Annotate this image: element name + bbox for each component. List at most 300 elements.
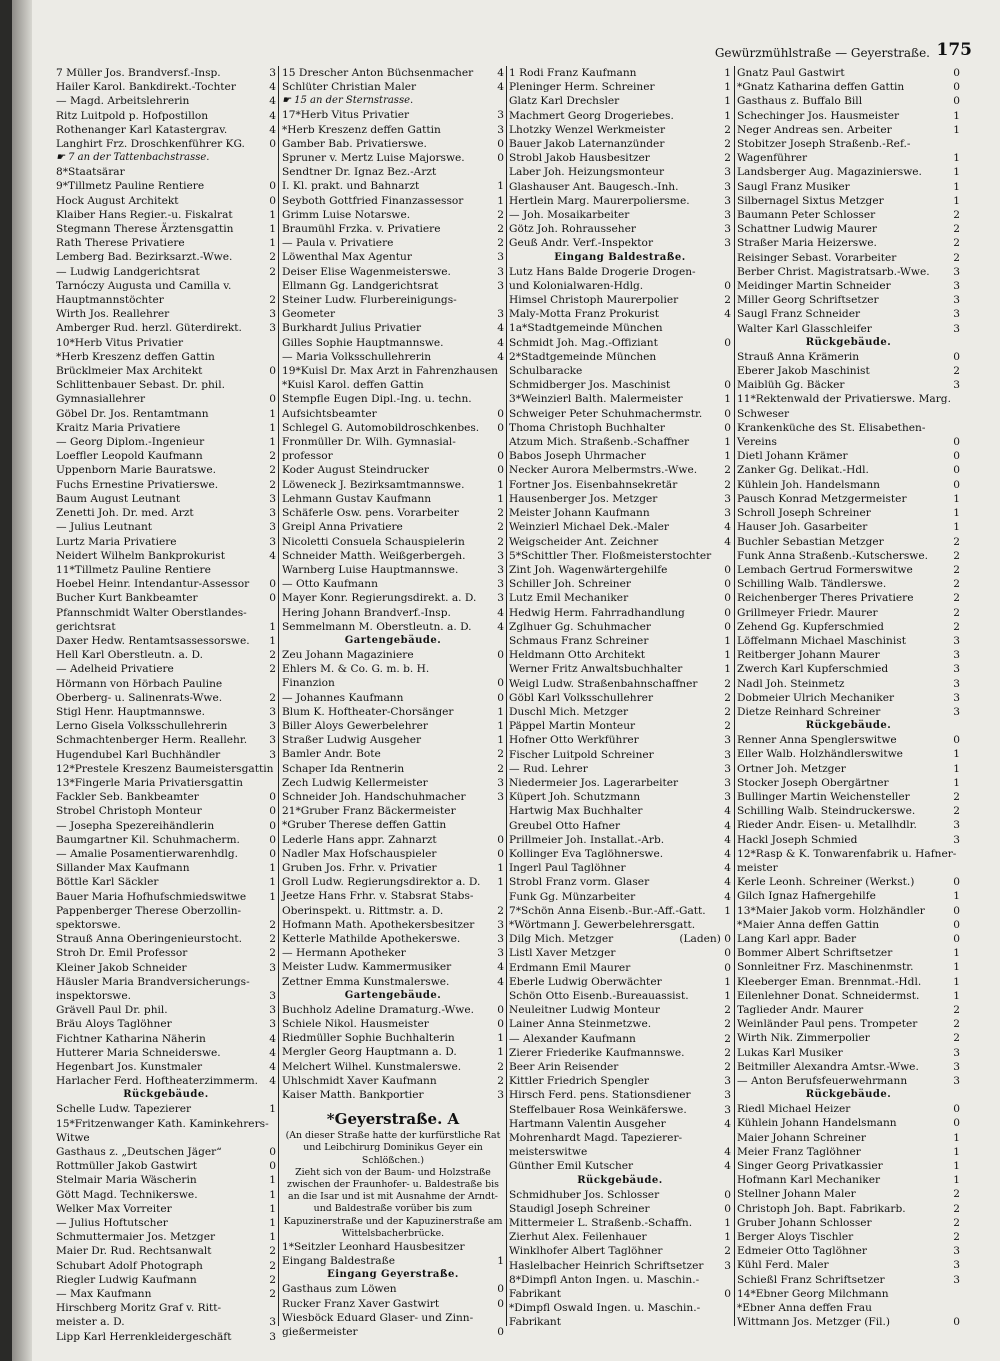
entry-text: *Dimpfl Oswald Ingen. u. Maschin.-: [509, 1302, 701, 1315]
entry-floor: 1: [269, 421, 276, 434]
entry-floor: 3: [269, 990, 276, 1002]
directory-entry: [737, 307, 960, 321]
entry-floor: 4: [724, 1160, 731, 1173]
entry-text: Koder August Steindrucker: [282, 464, 429, 477]
entry-floor: 0: [497, 1283, 504, 1296]
directory-entry: [737, 1315, 960, 1329]
entry-text: Loeffler Leopold Kaufmann: [56, 450, 203, 463]
directory-entry: [509, 1088, 731, 1102]
directory-entry: [737, 1187, 960, 1201]
directory-entry: [737, 1003, 960, 1017]
entry-text: Kerle Leonh. Schreiner (Werkst.): [737, 876, 915, 889]
directory-entry: [737, 875, 960, 889]
entry-floor: 2: [953, 365, 960, 378]
directory-entry: [737, 236, 960, 250]
directory-entry: [56, 691, 276, 705]
entry-floor: 4: [269, 81, 276, 94]
entry-floor: 2: [724, 1061, 731, 1074]
entry-text: Strobl Franz vorm. Glaser: [509, 876, 650, 889]
entry-floor: [262, 677, 276, 691]
entry-floor: 2: [953, 1202, 960, 1215]
entry-floor: 3: [724, 748, 731, 761]
directory-entry: [282, 265, 504, 279]
entry-floor: 0: [269, 833, 276, 846]
entry-floor: 3: [497, 1089, 504, 1102]
entry-text: — Johannes Kaufmann: [282, 691, 404, 704]
directory-entry: [56, 66, 276, 80]
entry-text: — Julius Leutnant: [56, 521, 153, 534]
entry-floor: 4: [724, 521, 731, 534]
directory-entry: [737, 762, 960, 776]
directory-entry: [737, 520, 960, 534]
directory-entry: [56, 236, 276, 250]
entry-floor: 3: [724, 791, 731, 804]
directory-entry: [737, 1273, 960, 1287]
entry-floor: 3: [953, 833, 960, 846]
entry-floor: 1: [953, 123, 960, 136]
entry-text: Küpert Joh. Schutzmann: [509, 791, 641, 804]
entry-text: meister a. D.: [56, 1316, 125, 1329]
entry-floor: 1: [953, 748, 960, 761]
entry-floor: 3: [269, 492, 276, 505]
entry-text: Strobl Jakob Hausbesitzer: [509, 152, 650, 165]
entry-floor: 4: [724, 535, 731, 548]
directory-entry: [282, 222, 504, 236]
directory-entry: [509, 1230, 731, 1244]
directory-entry: [282, 875, 504, 889]
section-subheading: Gartengebäude.: [344, 634, 442, 646]
entry-text: Zehend Gg. Kupferschmied: [737, 620, 884, 633]
directory-entry: [737, 80, 960, 94]
entry-floor: 0: [497, 648, 504, 661]
entry-text: Riegler Ludwig Kaufmann: [56, 1273, 197, 1286]
entry-floor: 3: [269, 507, 276, 520]
directory-entry: [737, 535, 960, 549]
directory-entry: [56, 194, 276, 208]
entry-floor: 0: [269, 138, 276, 151]
directory-entry: [56, 1117, 276, 1131]
entry-text: Ortner Joh. Metzger: [737, 762, 846, 775]
entry-text: — Alexander Kaufmann: [509, 1032, 636, 1045]
directory-entry: [509, 1145, 731, 1159]
entry-text: Baumgartner Kil. Schuhmacherm.: [56, 833, 240, 846]
entry-floor: [262, 350, 276, 364]
entry-text: Meidinger Martin Schneider: [737, 280, 891, 293]
entry-text: Singer Georg Privatkassier: [737, 1160, 883, 1173]
directory-entry: [509, 392, 731, 406]
entry-floor: 1: [269, 407, 276, 420]
entry-text: 11*Tillmetz Pauline Rentiere: [56, 563, 211, 576]
entry-floor: 0: [724, 563, 731, 576]
directory-entry: [509, 918, 731, 932]
entry-floor: 2: [724, 705, 731, 718]
directory-entry: [737, 861, 960, 875]
directory-page: [12, 0, 1000, 1361]
entry-floor: 0: [269, 819, 276, 832]
entry-floor: 4: [497, 620, 504, 633]
directory-entry: [56, 535, 276, 549]
entry-text: Duschl Mich. Metzger: [509, 705, 629, 718]
entry-text: Hofner Otto Werkführer: [509, 734, 639, 747]
entry-floor: 0: [497, 691, 504, 704]
entry-floor: 4: [497, 961, 504, 974]
entry-floor: 1: [497, 180, 504, 193]
entry-text: Riedl Michael Heizer: [737, 1103, 851, 1116]
directory-entry: [509, 1074, 731, 1088]
directory-entry: [737, 109, 960, 123]
entry-floor: 0: [497, 833, 504, 846]
entry-floor: 2: [953, 1216, 960, 1229]
entry-floor: 1: [953, 166, 960, 179]
entry-floor: 0: [269, 180, 276, 193]
directory-entry: [737, 833, 960, 847]
entry-floor: [262, 904, 276, 918]
entry-floor: 2: [497, 507, 504, 520]
entry-floor: 4: [724, 1117, 731, 1130]
directory-entry: [282, 719, 504, 733]
entry-floor: [490, 378, 504, 392]
entry-floor: 1: [724, 634, 731, 647]
directory-entry: [509, 378, 731, 392]
entry-floor: 0: [953, 1103, 960, 1116]
entry-floor: 3: [724, 762, 731, 775]
entry-text: Kleeberger Eman. Brennmat.-Hdl.: [737, 975, 922, 988]
entry-text: Hoebel Heinr. Intendantur-Assessor: [56, 578, 250, 591]
entry-text: Stigl Henr. Hauptmannswe.: [56, 705, 205, 718]
entry-text: Gruben Jos. Frhr. v. Privatier: [282, 861, 437, 874]
entry-text: Renner Anna Spenglerswitwe: [737, 734, 897, 747]
entry-text: 13*Fingerle Maria Privatiersgattin: [56, 776, 243, 789]
entry-floor: 1: [724, 436, 731, 449]
directory-entry: [56, 932, 276, 946]
directory-entry: [509, 520, 731, 534]
entry-text: Gymnasiallehrer: [56, 393, 146, 406]
directory-entry: [56, 719, 276, 733]
directory-entry: [737, 577, 960, 591]
entry-text: Schelle Ludw. Tapezierer: [56, 1103, 192, 1116]
entry-text: Groll Ludw. Regierungsdirektor a. D.: [282, 876, 481, 889]
directory-entry: [282, 208, 504, 222]
entry-floor: 1: [269, 1231, 276, 1244]
entry-floor: 3: [724, 237, 731, 250]
entry-text: Oberinspekt. u. Rittmstr. a. D.: [282, 904, 444, 917]
entry-floor: 3: [269, 521, 276, 534]
directory-entry: [509, 662, 731, 676]
directory-entry: [737, 747, 960, 761]
directory-entry: [737, 1258, 960, 1272]
entry-text: Buchholz Adeline Dramaturg.-Wwe.: [282, 1003, 474, 1016]
entry-floor: 2: [953, 209, 960, 222]
entry-text: *Wörtmann J. Gewerbelehrersgatt.: [509, 918, 696, 931]
entry-floor: 0: [953, 734, 960, 747]
directory-entry: [737, 1230, 960, 1244]
entry-text: Laber Joh. Heizungsmonteur: [509, 166, 665, 179]
entry-floor: 2: [724, 720, 731, 733]
entry-text: Löwenthal Max Agentur: [282, 251, 412, 264]
directory-entry: [282, 847, 504, 861]
directory-entry: [509, 350, 731, 364]
entry-text: — Ludwig Landgerichtsrat: [56, 265, 200, 278]
directory-entry: [509, 591, 731, 605]
entry-text: Semmelmann M. Oberstleutn. a. D.: [282, 620, 472, 633]
directory-entry: [56, 307, 276, 321]
entry-floor: [262, 1301, 276, 1315]
directory-entry: [282, 1045, 504, 1059]
entry-floor: 3: [953, 1259, 960, 1272]
entry-text: Schießl Franz Schriftsetzer: [737, 1273, 885, 1286]
directory-entry: [509, 94, 731, 108]
entry-text: Nadl Joh. Steinmetz: [737, 677, 845, 690]
entry-floor: 2: [497, 521, 504, 534]
entry-text: Schmidhuber Jos. Schlosser: [509, 1188, 660, 1201]
entry-text: Reitberger Johann Maurer: [737, 649, 880, 662]
entry-text: Lainer Anna Steinmetzwe.: [509, 1018, 652, 1031]
entry-floor: 2: [724, 1245, 731, 1258]
directory-entry: [56, 1159, 276, 1173]
entry-text: Rottmüller Jakob Gastwirt: [56, 1160, 197, 1173]
directory-entry: [56, 946, 276, 960]
entry-text: Hirsch Ferd. pens. Stationsdiener: [509, 1089, 691, 1102]
directory-entry: [509, 1117, 731, 1131]
entry-text: 10*Herb Vitus Privatier: [56, 336, 184, 349]
entry-text: Weigscheider Ant. Zeichner: [509, 535, 659, 548]
directory-entry: [56, 520, 276, 534]
entry-floor: 2: [497, 237, 504, 250]
entry-floor: 3: [497, 947, 504, 960]
entry-floor: 4: [269, 123, 276, 136]
entry-text: Wittmann Jos. Metzger (Fil.): [737, 1316, 890, 1329]
entry-floor: 0: [497, 677, 504, 690]
entry-text: Schilling Walb. Steindruckerswe.: [737, 805, 916, 818]
directory-entry: [282, 279, 504, 293]
entry-text: Neidert Wilhelm Bankprokurist: [56, 549, 225, 562]
entry-text: Fischer Luitpold Schreiner: [509, 748, 654, 761]
entry-text: Straßer Ludwig Ausgeher: [282, 734, 422, 747]
directory-entry: [737, 265, 960, 279]
directory-entry: [737, 932, 960, 946]
directory-entry: [509, 506, 731, 520]
entry-floor: 1: [724, 67, 731, 79]
directory-entry: [282, 123, 504, 137]
entry-text: Haslelbacher Heinrich Schriftsetzer: [509, 1259, 704, 1272]
directory-entry: [56, 463, 276, 477]
entry-text: Lutz Hans Balde Drogerie Drogen-: [509, 265, 696, 278]
directory-entry: [282, 336, 504, 350]
directory-entry: [282, 1060, 504, 1074]
directory-entry: [509, 1287, 731, 1301]
entry-floor: 2: [497, 535, 504, 548]
entry-floor: 3: [724, 1103, 731, 1116]
entry-text: Brücklmeier Max Architekt: [56, 365, 203, 378]
entry-floor: 3: [724, 209, 731, 222]
entry-floor: 0: [269, 365, 276, 378]
entry-text: Aufsichtsbeamter: [282, 407, 377, 420]
directory-entry: [509, 620, 731, 634]
directory-entry: [56, 733, 276, 747]
entry-text: Jeetze Hans Frhr. v. Stabsrat Stabs-: [282, 890, 474, 903]
entry-floor: 3: [953, 691, 960, 704]
entry-floor: 3: [269, 748, 276, 761]
directory-entry: [737, 790, 960, 804]
directory-entry: [509, 123, 731, 137]
entry-text: Meier Franz Taglöhner: [737, 1145, 861, 1158]
directory-entry: [737, 463, 960, 477]
entry-text: Himsel Christoph Maurerpolier: [509, 294, 679, 307]
entry-text: Pappenberger Therese Oberzollin-: [56, 904, 242, 917]
directory-entry: [737, 620, 960, 634]
directory-entry: [282, 80, 504, 94]
entry-floor: 1: [724, 81, 731, 94]
directory-entry: [509, 606, 731, 620]
entry-floor: 4: [269, 1061, 276, 1074]
entry-floor: 1: [724, 450, 731, 463]
entry-text: Welker Max Vorreiter: [56, 1202, 172, 1215]
directory-entry: [282, 904, 504, 918]
column-divider: [734, 66, 735, 1326]
entry-text: Heldmann Otto Architekt: [509, 649, 646, 662]
directory-entry: [282, 535, 504, 549]
directory-entry: [282, 307, 504, 321]
entry-floor: 1: [953, 180, 960, 193]
entry-text: Zierer Friederike Kaufmannswe.: [509, 1046, 685, 1059]
entry-text: Rath Therese Privatiere: [56, 237, 185, 250]
directory-entry: [56, 549, 276, 563]
entry-text: 11*Rektenwald der Privatierswe. Marg.: [737, 393, 951, 406]
entry-text: Sendtner Dr. Ignaz Bez.-Arzt: [282, 166, 437, 179]
entry-text: Rothenanger Karl Katastergrav.: [56, 123, 228, 136]
entry-text: 3*Weinzierl Balth. Malermeister: [509, 393, 683, 406]
entry-text: Kühl Ferd. Maler: [737, 1259, 829, 1272]
directory-entry: [282, 449, 504, 463]
entry-floor: 1: [724, 1231, 731, 1244]
directory-entry: [737, 691, 960, 705]
entry-text: Hugendubel Karl Buchhändler: [56, 748, 221, 761]
entry-text: Staudigl Joseph Schreiner: [509, 1202, 650, 1215]
directory-entry: [737, 435, 960, 449]
directory-entry: [509, 222, 731, 236]
entry-text: Reisinger Sebast. Vorarbeiter: [737, 251, 897, 264]
directory-entry: [737, 1031, 960, 1045]
entry-floor: (Laden) 0: [679, 933, 731, 946]
directory-entry: [509, 648, 731, 662]
entry-text: Strauß Anna Krämerin: [737, 350, 860, 363]
directory-entry: [282, 889, 504, 903]
entry-floor: [490, 889, 504, 903]
entry-floor: 3: [269, 1004, 276, 1017]
entry-floor: 0: [953, 1117, 960, 1130]
entry-text: Maier Dr. Rud. Rechtsanwalt: [56, 1245, 212, 1258]
directory-entry: [282, 463, 504, 477]
entry-text: *Gruber Therese deffen Gattin: [282, 819, 447, 832]
entry-floor: 3: [269, 1330, 276, 1343]
entry-text: *Ebner Anna deffen Frau: [737, 1302, 872, 1315]
entry-text: Kühlein Joh. Handelsmann: [737, 478, 881, 491]
directory-entry: [56, 762, 276, 776]
entry-text: Wirth Jos. Reallehrer: [56, 308, 170, 321]
entry-floor: 3: [953, 1245, 960, 1258]
entry-text: Strauß Anna Oberingenieurstocht.: [56, 933, 243, 946]
entry-floor: 4: [269, 95, 276, 108]
directory-entry: [737, 165, 960, 179]
entry-floor: 1: [497, 194, 504, 207]
entry-text: Geometer: [282, 308, 336, 321]
entry-text: Fuchs Ernestine Privatierswe.: [56, 478, 219, 491]
directory-entry: [737, 648, 960, 662]
entry-floor: 1: [269, 208, 276, 221]
entry-text: Geuß Andr. Verf.-Inspektor: [509, 237, 654, 250]
entry-floor: 0: [497, 450, 504, 463]
section-subheading: Rückgebäude.: [805, 1089, 892, 1101]
entry-floor: 3: [497, 578, 504, 591]
entry-text: Kaiser Matth. Bankportier: [282, 1089, 424, 1102]
directory-entry: [509, 66, 731, 80]
entry-text: 5*Schittler Ther. Floßmeisterstochter: [509, 549, 712, 562]
entry-floor: 0: [953, 464, 960, 477]
entry-floor: 4: [724, 890, 731, 903]
entry-text: Fabrikant: [509, 1288, 561, 1301]
entry-floor: [946, 407, 960, 421]
entry-text: Stroh Dr. Emil Professor: [56, 947, 188, 960]
directory-entry: [56, 1330, 276, 1344]
column-3: [509, 66, 731, 1330]
directory-entry: [56, 421, 276, 435]
entry-text: Atzum Mich. Straßenb.-Schaffner: [509, 436, 690, 449]
entry-floor: [490, 818, 504, 832]
entry-text: Zwerch Karl Kupferschmied: [737, 663, 889, 676]
entry-floor: 1: [724, 649, 731, 662]
entry-text: Lhotzky Wenzel Werkmeister: [509, 123, 666, 136]
directory-entry: [56, 392, 276, 406]
entry-text: Schilling Walb. Tändlerswe.: [737, 578, 887, 591]
entry-text: Meister Ludw. Kammermusiker: [282, 961, 452, 974]
entry-text: Ritz Luitpold p. Hofpostillon: [56, 109, 209, 122]
entry-floor: 2: [269, 918, 276, 931]
street-heading: *Geyerstraße. A: [326, 1110, 460, 1129]
entry-floor: 0: [497, 1018, 504, 1030]
directory-entry: [56, 847, 276, 861]
entry-text: Weigl Ludw. Straßenbahnschaffner: [509, 677, 698, 690]
entry-floor: 0: [269, 578, 276, 591]
directory-entry: [282, 407, 504, 421]
entry-text: *Gnatz Katharina deffen Gattin: [737, 81, 905, 94]
entry-text: Ellmann Gg. Landgerichtsrat: [282, 279, 439, 292]
entry-text: Hering Johann Brandverf.-Insp.: [282, 606, 451, 619]
entry-text: Wiesböck Eduard Glaser- und Zinn-: [282, 1311, 474, 1324]
entry-floor: 4: [724, 847, 731, 860]
entry-floor: [717, 265, 731, 279]
directory-entry: [509, 705, 731, 719]
entry-floor: 0: [724, 961, 731, 974]
directory-entry: [509, 236, 731, 250]
entry-text: Schiller Joh. Schreiner: [509, 578, 631, 591]
entry-floor: 1: [724, 904, 731, 917]
entry-floor: 0: [953, 95, 960, 108]
entry-text: Melchert Wilhel. Kunstmalerswe.: [282, 1060, 462, 1073]
entry-floor: 3: [269, 720, 276, 733]
entry-text: Berger Aloys Tischler: [737, 1231, 854, 1244]
entry-floor: 1: [269, 876, 276, 889]
entry-floor: 2: [497, 1074, 504, 1087]
directory-entry: [509, 1273, 731, 1287]
entry-floor: [956, 847, 970, 861]
directory-entry: [282, 563, 504, 577]
entry-text: Zenetti Joh. Dr. med. Arzt: [56, 507, 194, 520]
directory-entry: [282, 833, 504, 847]
entry-text: Fronmüller Dr. Wilh. Gymnasial-: [282, 436, 456, 449]
entry-text: Gruber Johann Schlosser: [737, 1216, 872, 1229]
entry-floor: 0: [724, 592, 731, 605]
entry-text: Zanker Gg. Delikat.-Hdl.: [737, 464, 869, 477]
